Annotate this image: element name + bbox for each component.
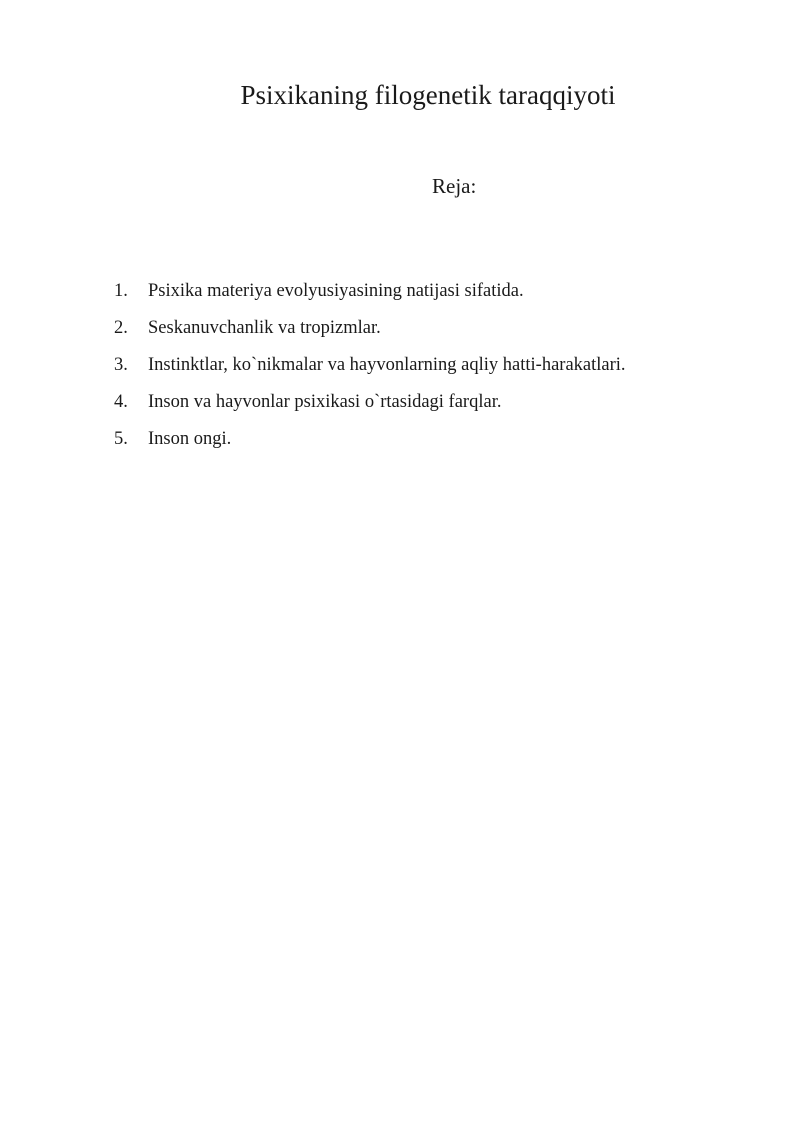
plan-item-number: 5.	[114, 429, 128, 449]
plan-item-text: Instinktlar, ko`nikmalar va hayvonlarning aqliy hatti-harakatlari.	[148, 355, 626, 375]
plan-list	[114, 278, 774, 463]
document-title: Psixikaning filogenetik taraqqiyoti	[240, 80, 616, 110]
plan-item	[114, 315, 774, 352]
plan-item	[114, 352, 774, 389]
plan-item-number: 2.	[114, 318, 128, 338]
plan-item-text: Seskanuvchanlik va tropizmlar.	[148, 318, 381, 338]
plan-item-number: 1.	[114, 281, 128, 301]
plan-item	[114, 389, 774, 426]
plan-item	[114, 426, 774, 463]
plan-heading: Reja:	[432, 174, 477, 198]
plan-item-text: Psixika materiya evolyusiyasining natijasi sifatida.	[148, 281, 524, 301]
plan-item-text: Inson ongi.	[148, 429, 232, 449]
plan-item	[114, 278, 774, 315]
plan-item-number: 3.	[114, 355, 128, 375]
plan-item-text: Inson va hayvonlar psixikasi o`rtasidagi farqlar.	[148, 392, 502, 412]
plan-item-number: 4.	[114, 392, 128, 412]
